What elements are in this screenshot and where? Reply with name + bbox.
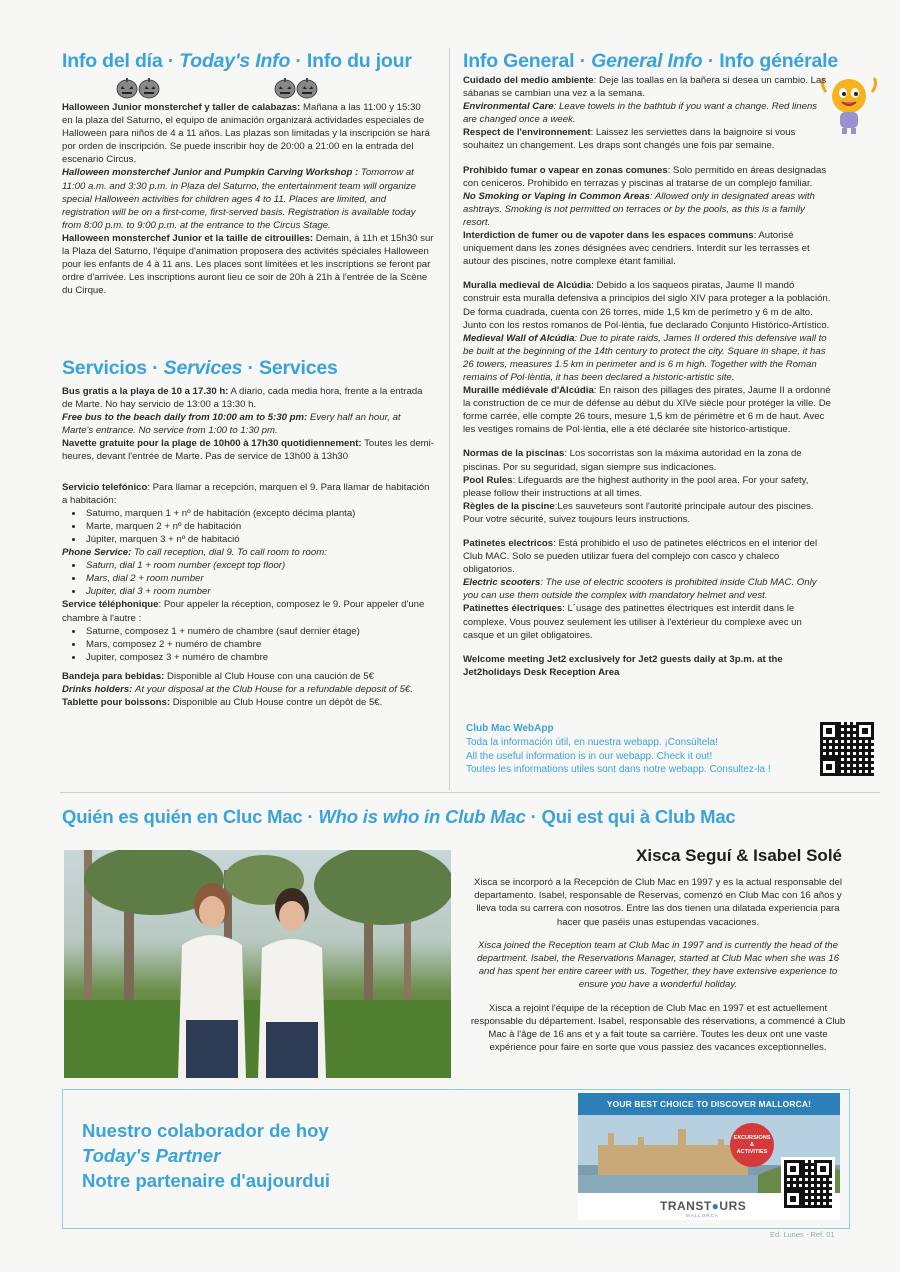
list-item: • Mars, dial 2 + room number bbox=[84, 572, 434, 585]
list-item: • Jupiter, composez 3 + numéro de chambre bbox=[84, 651, 434, 664]
list-item: • Júpiter, marquen 3 + nº de habitació bbox=[84, 533, 434, 546]
list-item: • Marte, marquen 2 + nº de habitación bbox=[84, 520, 434, 533]
general-info-title: Info General · General Info · Info générale bbox=[463, 50, 838, 72]
who-is-who-body: Xisca se incorporó a la Recepción de Club Mac en 1997 y es la actual responsable del departamento. Isabel, responsable de Reservas, comenzó en Club Mac con 16 años y lleva toda su carrera con nosotros. Entre las dos tienen una dilatada experiencia para hacer que paséis unas estupendas vacaciones. Xisca joined the Reception team at Club Mac in 1997 and is currently the head of the department. Isabel, the Reservations Manager, started at Club Mac when she was 16 and has spent her entire career with us. Together, they have extensive experience to ensure you have a wonderful holiday. Xisca a rejoint l'équipe de la réception de Club Mac en 1997 et est actuellement responsable du département. Isabel, responsable des réservations, a commencé à Club Mac à l'âge de 16 ans et y a fait toute sa carrière. Toutes les deux ont une vaste expérience pour faire en sorte que vous passiez des vacances exceptionnelles. bbox=[470, 877, 846, 1054]
info-day-body: Halloween Junior monsterchef y taller de calabazas: Mañana a las 11:00 y 15:30 en la plaza del Saturno, el equipo de animación organizará actividades especiales de Halloween para niños de 4 a 11 años. Las plazas son limitadas y la inscripción se hará por orden de inscripción. Se puede inscribir hoy de 20:00 a 21:00 en la entrada del escenario Circus. Halloween monsterchef Junior and Pumpkin Carving Workshop : Tomorrow at 11:00 a.m. and 3:30 p.m. in Plaza del Saturno, the entertainment team will organize special Halloween activities for children ages 4 to 11. Places are limited, and registration will be on a first-come, first-served basis. Registration is available today from 8:00 p.m. to 9:00 p.m. at the entrance to the Circus Stage. Halloween monsterchef Junior et la taille de citrouilles: Demain, à 11h et 15h30 sur la Plaza del Saturno, l'équipe d'animation proposera des activités spéciales Halloween pour les enfants de 4 à 11 ans. Les places sont limitées et les inscriptions se feront par ordre d'arrivée. Les inscriptions auront lieu ce soir de 20h à 21h à l'entrée de la Scène du Cirque. bbox=[62, 102, 434, 297]
section-divider bbox=[60, 792, 880, 793]
webapp-block: Club Mac WebApp Toda la información útil, en nuestra webapp. ¡Consúltela! All the useful information is in our webapp. Check it out! Toutes les informations utiles sont dans notre webapp. Consultez-la ! bbox=[466, 722, 826, 777]
column-divider bbox=[449, 48, 450, 790]
info-day-title: Info del día · Today's Info · Info du jour bbox=[62, 50, 412, 72]
phone-list-fr bbox=[62, 625, 434, 664]
welcome-meeting: Welcome meeting Jet2 exclusively for Jet2 guests daily at 3p.m. at the Jet2holidays Desk Reception Area bbox=[463, 653, 783, 678]
partner-title: Nuestro colaborador de hoy Today's Partner Notre partenaire d'aujourdui bbox=[82, 1120, 331, 1191]
list-item: • Jupiter, dial 3 + room number bbox=[84, 585, 434, 598]
staff-names: Xisca Seguí & Isabel Solé bbox=[636, 846, 842, 865]
transtours-logo: TRANST●URS bbox=[660, 1199, 747, 1213]
list-item: • Mars, composez 2 + numéro de chambre bbox=[84, 638, 434, 651]
services-title: Servicios · Services · Services bbox=[62, 357, 338, 379]
services-body: Bus gratis a la playa de 10 a 17.30 h: A diario, cada media hora, frente a la entrada de Marte. No hay servicio de 13:00 a 13:30 h. Free bus to the beach daily from 10:00 am to 5:30 pm: Every half an hour, at Marte's entrance. No service from 1:00 to 1:30 pm. Navette gratuite pour la plage de 10h00 à 17h30 quotidiennement: Toutes les demi-heures, devant l'entrée de Marte. Pas de service de 13h00 à 13h30 Servicio telefónico: Para llamar a recepción, marquen el 9. Para llamar de habitación a habitación: • Saturno, marquen 1 + nº de habitación (excepto décima planta) • Marte, marquen 2 + nº de habitación • Júpiter, marquen 3 + nº de habitació Phone Service: To call reception, dial 9. To call room to room: • Saturn, dial 1 + room number (except top floor) • Mars, dial 2 + room number • Jupiter, dial 3 + room number Service téléphonique: Pour appeler la réception, composez le 9. Pour appeler d'une chambre à l'autre : • Saturne, composez 1 + numéro de chambre (sauf dernier étage) • Mars, composez 2 + numéro de chambre • Jupiter, composez 3 + numéro de chambre Bandeja para bebidas: Disponible al Club House con una caución de 5€ Drinks holders: At your disposal at the Club House for a refundable deposit of 5€. Tablette pour boissons: Disponible au Club House contre un dépôt de 5€. bbox=[62, 385, 434, 709]
ad-badge: EXCURSIONS & ACTIVITIES bbox=[730, 1123, 774, 1167]
partner-qr-code[interactable] bbox=[781, 1157, 835, 1211]
phone-list-es bbox=[62, 507, 434, 546]
list-item: • Saturne, composez 1 + numéro de chambre (sauf dernier étage) bbox=[84, 625, 434, 638]
phone-list-en bbox=[62, 559, 434, 598]
webapp-qr-code[interactable] bbox=[820, 722, 874, 776]
ad-banner: YOUR BEST CHOICE TO DISCOVER MALLORCA! bbox=[578, 1093, 840, 1115]
who-is-who-title: Quién es quién en Cluc Mac · Who is who in Club Mac · Qui est qui à Club Mac bbox=[62, 806, 736, 827]
footer-ref: Ed. Lunes - Ref. 01 bbox=[770, 1230, 835, 1239]
list-item: • Saturno, marquen 1 + nº de habitación (excepto décima planta) bbox=[84, 507, 434, 520]
partner-ad[interactable]: YOUR BEST CHOICE TO DISCOVER MALLORCA! EXCURSIONS & ACTIVITIES TRANST●URS MALLORCA bbox=[578, 1093, 840, 1220]
general-info-body: Cuidado del medio ambiente: Deje las toallas en la bañera si desea un cambio. Las sábanas se cambian una vez a la semana. Environmental Care: Leave towels in the bathtub if you want a change. Red linens are changed once a week. Respect de l'environnement: Laissez les serviettes dans la baignoire si vous souhaitez un changement. Les draps sont changés une fois par semaine. Prohibido fumar o vapear en zonas comunes: Solo permitido en áreas designadas con ceniceros. Prohibido en terrazas y piscinas al tratarse de un complejo familiar. No Smoking or Vaping in Common Areas: Allowed only in designated areas with ashtrays. Smoking is not permitted on terraces or by the pools, as this is a family resort. Interdiction de fumer ou de vapoter dans les espaces communs: Autorisé uniquement dans les zones désignées avec cendriers. Interdit sur les terrasses et autour des piscines, notre complexe étant familial. Muralla medieval de Alcúdia: Debido a los saqueos piratas, Jaume II mandó construir esta muralla defensiva a principios del siglo XIV para proteger a la población. De forma cuadrada, cuenta con 26 torres, mide 1,5 km de perímetro y 6 m de alto. Junto con los restos romanos de Pol·lèntia, fue declarado Conjunto Histórico-Artístico. Medieval Wall of Alcúdia: Due to pirate raids, James II ordered this defensive wall to be built at the beginning of the 14th century to protect the city. Square in shape, it has 26 towers, measures 1.5 km in perimeter and is 6 m high. Together with the Roman remains of Pol·lèntia, it has been declared a historic-artistic site. Muraille médiévale d'Alcúdia: En raison des pillages des pirates, Jaume II a ordonné la construction de ce mur de défense au début du XIVe siècle pour protéger la ville. De forme carrée, elle compte 26 tours, mesure 1,5 km de périmètre et 6 m de haut. Avec les vestiges romains de Pol·lèntia, elle a été déclarée site historico-artistique. Normas de la piscinas: Los socorristas son la máxima autoridad en la zona de piscinas. Por su seguridad, sigan siempre sus indicaciones. Pool Rules: Lifeguards are the highest authority in the pool area. For your safety, please follow their instructions at all times. Règles de la piscine:Les sauveteurs sont l'autorité principale autour des piscines. Pour votre sécurité, suivez toujours leurs instructions. Patinetes electricos: Está prohibido el uso de patinetes eléctricos en el interior del Club MAC. Solo se pueden utilizar fuera del complejo con casco y chaleco obligatorios. Electric scooters: The use of electric scooters is prohibited inside Club MAC. Only you can use them outside the complex with mandatory helmet and vest. Patinettes électriques: L´usage des patinettes électriques est interdit dans le complexe. Vous pouvez seulement les utiliser à l'extérieur du complexe avec un casque et un gilet obligatoires. Welcome meeting Jet2 exclusively for Jet2 guests daily at 3p.m. at the Jet2holidays Desk Reception Area bbox=[463, 75, 831, 678]
staff-photo bbox=[64, 850, 451, 1078]
pumpkin-icon bbox=[274, 76, 320, 100]
list-item: • Saturn, dial 1 + room number (except top floor) bbox=[84, 559, 434, 572]
pumpkin-icon bbox=[116, 76, 162, 100]
webapp-title: Club Mac WebApp bbox=[466, 723, 554, 734]
